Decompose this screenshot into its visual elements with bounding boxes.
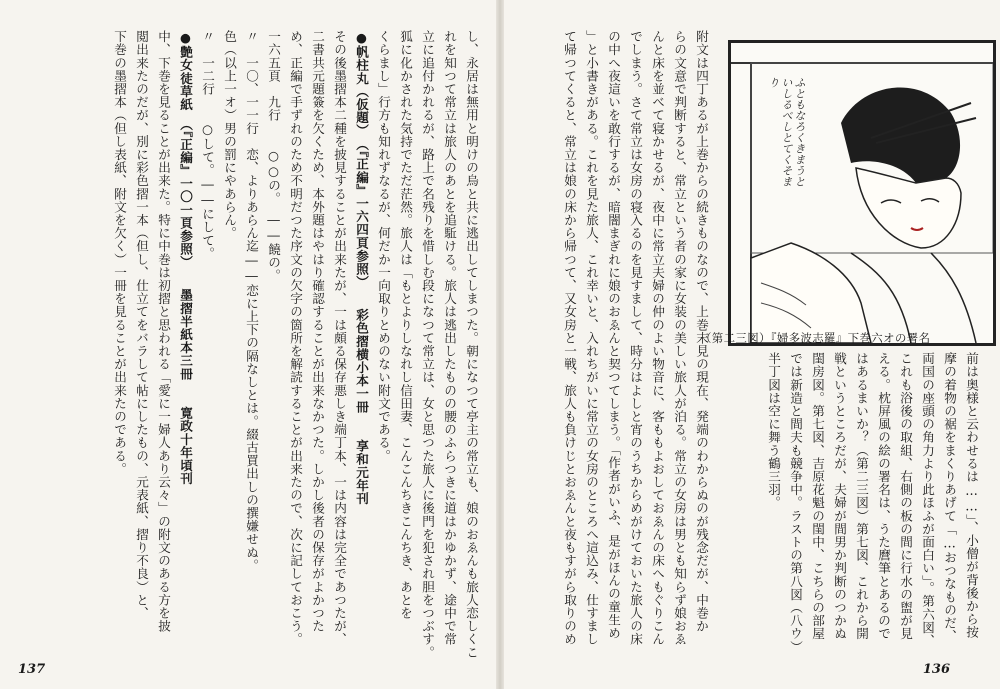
text-column: 附文は四丁あるが上巻からの続きものなので、上巻末見の現在、発端のわからぬのが残念だが、中巻か xyxy=(694,30,709,633)
text-column: 前は奥様と云わせるは……」、小僧が背後から按 xyxy=(964,352,979,639)
text-column: 下巻の墨摺本（但し表紙、附文を欠く）一冊を見ることが出来たのである。 xyxy=(112,30,127,476)
text-column: 戦というところだが、夫婦が間男か判断のつかぬ xyxy=(832,352,847,641)
text-column: える。枕屏風の絵の署名は、うた麿筆とあるので xyxy=(876,352,891,641)
text-column: らの文意で判断すると、常立という者の家に女装の美しい旅人が泊る。常立の女房は男とも知らず娘おゑ xyxy=(672,30,687,646)
text-column: 摩の着物の裾をまくりあげて「…おつなものだ、 xyxy=(942,352,957,643)
text-column: んと床を並べて寝かせるが、夜中に常立夫婦の仲のよい物音に、客ももよおしておゑんの床へもぐりこん xyxy=(650,30,665,646)
text-column: その後墨摺本二種を披見することが出来たが、一は頗る保存悪しき端丁本、一は内容は完全であつたが、 xyxy=(332,30,347,646)
right-text-columns-bottom xyxy=(762,352,982,660)
text-column: これも浴後の取組、右側の板の間に行水の盥が見 xyxy=(898,352,913,641)
text-column: れを知つて常立は旅人のあとを追駈ける。旅人は逃出したものの腰のふらつきに道はかゆかず、途中で常 xyxy=(442,30,457,646)
text-column: 立に追付かれるが、路上で名残りを惜しむ段になつて常立は、女と思つた旅人に後門を犯され胆をつぶす。 xyxy=(420,30,435,659)
figure-inscription: ふともなろくきまうといしるべしとてくそまり xyxy=(767,77,806,187)
text-column: 色（以上一オ）男の罰にやあらん。 xyxy=(222,30,237,240)
right-text-columns-top xyxy=(558,30,712,660)
text-column: 二書共元題簽を欠くため、本外題はやはり確認することが出来なかつた。しかし後者の保存がよかつた xyxy=(310,30,325,633)
text-column: め、正編で手ずれのため不明だつた序文の欠字の箇所を解読することが出来たので、次に記しておこう。 xyxy=(288,30,303,646)
text-column: て帰つてくると、常立は娘の床から帰つて、又女房と一戦、旅人も負けじとおゑんと夜もすがら取りのめ xyxy=(562,30,577,646)
text-column: ●帆柱丸（仮題） （『正編』一六四頁参照） 彩色摺横小本一冊 享和元年刊 xyxy=(354,30,369,505)
text-column: 一六五頁 九行 ○○の。 ――饒の。 xyxy=(266,30,281,283)
text-column: 狐に化かされた気持でただ茫然。旅人は「もとよりしなれし信田妻、こんこんちきこんちき、あとを xyxy=(398,30,413,620)
page-number-left: 137 xyxy=(18,662,46,677)
text-column: 両国の座頭の角力より此ほふが面白い」。第六図、 xyxy=(920,352,935,647)
text-column: 〃 一二行 ○して。――にして。 xyxy=(200,30,215,260)
text-column: はあるまいか？（第二三図）第七図、これから開 xyxy=(854,352,869,641)
text-column: ●艶女徒草紙 （『正編』一〇一頁参照） 墨摺半紙本三冊 寛政十年頃刊 xyxy=(178,30,193,486)
text-column: では新造と間夫も競争中。ラストの第八図（八ウ） xyxy=(788,352,803,654)
text-column: の中へ夜這いを敢行するが、暗闇まぎれに娘のおゑんと契つてしまう。「作者がいふ、是がほんの童生め xyxy=(606,30,621,640)
text-column: 閨房図。第七図、吉原花魁の閨中、こちらの部屋 xyxy=(810,352,825,641)
text-column: 中、下巻を見ることが出来た。特に中巻は初摺と思われる「愛に一婦人あり云々」の附文のある方を披 xyxy=(156,30,171,633)
text-column: し、永居は無用と明けの烏と共に逃出してしまつた。朝になつて亭主の常立も、娘のおゑんも旅人恋しくこ xyxy=(464,30,479,659)
figure-caption: （第二三図）『婦多波志羅』下巻六オの署名 xyxy=(700,331,931,345)
text-column: 〃 一〇、一一行 恋、よりあらん迄――恋に上下の隔なしとは。綴古買出しの撰嫌せぬ。 xyxy=(244,30,259,572)
text-column: でしまう。さて常立は女房の寝入るのを見すまして、時分はよしと宵のうちからめがけておいた旅人の床 xyxy=(628,30,643,646)
left-text-columns xyxy=(108,30,482,660)
text-column: 半丁図は空に舞う鶴三羽。 xyxy=(766,352,781,510)
text-column: くらまし」行方も知れずなるが、何だか一向取りとめのない附文である。 xyxy=(376,30,391,463)
page-number-right: 136 xyxy=(922,662,950,677)
text-column: 閲出来たのだが、別に彩色摺一本（但し、仕立てをバラして帖にしたもの、元表紙、摺り不良）と、 xyxy=(134,30,149,620)
text-column: 」と小書きがある。これを見た旅人、これ幸いと、入れちがいに常立の女房のところへ這込み、仕すまし xyxy=(584,30,599,646)
ukiyoe-figure xyxy=(728,40,996,346)
